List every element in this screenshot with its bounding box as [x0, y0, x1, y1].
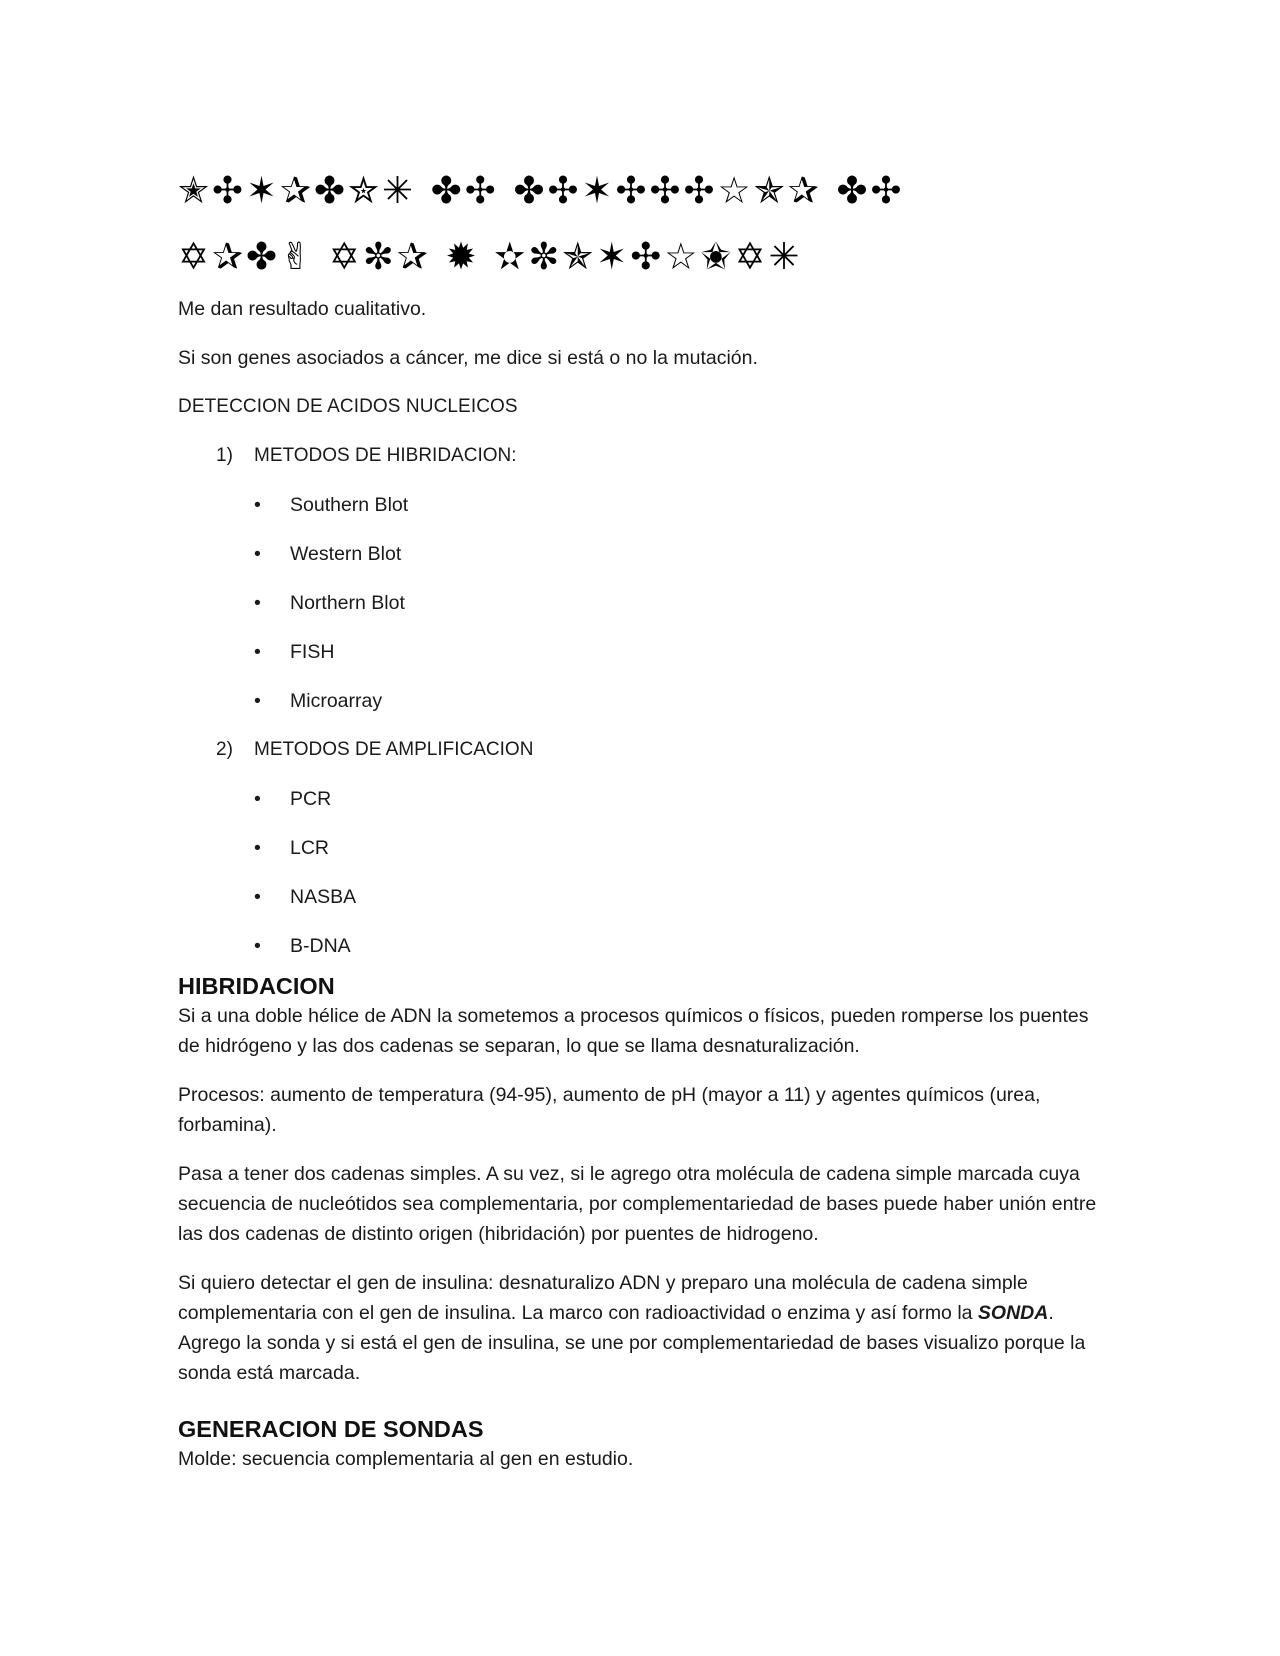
intro-paragraph-2: Si son genes asociados a cáncer, me dice si está o no la mutación. — [178, 347, 758, 369]
heading-generacion-de-sondas: GENERACION DE SONDAS — [178, 1416, 484, 1442]
bullet-icon: • — [254, 886, 261, 908]
dingbat-title-line-2: ✡✰✤✌ ✡✼✰ ✹ ✫✼✯✶✣☆✬✡✳ — [178, 235, 803, 278]
numbered-item-2-label: METODOS DE AMPLIFICACION — [254, 739, 534, 760]
list-item-text: Southern Blot — [290, 494, 409, 516]
numbered-item-2 — [178, 735, 1098, 765]
list-item-text: Microarray — [290, 690, 383, 712]
list-item-text: LCR — [290, 837, 330, 859]
hibridacion-paragraph-3: Pasa a tener dos cadenas simples. A su vez, si le agrego otra molécula de cadena simple marcada cuya secuencia de nucleótidos sea complementaria, por complementariedad de bases puede haber unión entre las dos cadenas de distinto origen (hibridación) por puentes de hidrogeno. — [178, 1163, 1097, 1245]
hibridacion-paragraph-1: Si a una doble hélice de ADN la sometemos a procesos químicos o físicos, pueden romperse los puentes de hidrógeno y las dos cadenas se separan, lo que se llama desnaturalización. — [178, 1005, 1089, 1057]
numbered-item-2-number: 2) — [216, 739, 233, 760]
list-item — [178, 637, 1098, 667]
bullet-icon: • — [254, 690, 261, 712]
list-item — [178, 539, 1098, 569]
numbered-item-1 — [178, 441, 1098, 471]
bullet-icon: • — [254, 641, 261, 663]
bullet-icon: • — [254, 543, 261, 565]
section-label-deteccion: DETECCION DE ACIDOS NUCLEICOS — [178, 396, 518, 417]
list-item-text: Western Blot — [290, 543, 402, 565]
dingbat-title-line-1: ✭✣✶✰✤✮✳ ✤✣ ✤✣✶✣✣✣☆✯✰ ✤✣ — [178, 169, 905, 212]
list-item-text: PCR — [290, 788, 332, 810]
list-item-text: FISH — [290, 641, 335, 663]
list-item-text: B-DNA — [290, 935, 351, 957]
heading-hibridacion: HIBRIDACION — [178, 973, 335, 999]
bullet-icon: • — [254, 592, 261, 614]
hibridacion-paragraph-2: Procesos: aumento de temperatura (94-95), aumento de pH (mayor a 11) y agentes químicos (urea, forbamina). — [178, 1084, 1041, 1136]
list-item — [178, 588, 1098, 618]
list-item-text: NASBA — [290, 886, 357, 908]
bullet-icon: • — [254, 837, 261, 859]
list-item — [178, 833, 1098, 863]
list-item-text: Northern Blot — [290, 592, 405, 614]
list-item — [178, 931, 1098, 961]
bullet-icon: • — [254, 935, 261, 957]
list-item — [178, 686, 1098, 716]
hibridacion-paragraph-4 — [178, 1268, 1098, 1388]
list-item — [178, 784, 1098, 814]
sondas-paragraph-1: Molde: secuencia complementaria al gen en estudio. — [178, 1448, 634, 1470]
list-item — [178, 882, 1098, 912]
numbered-item-1-number: 1) — [216, 445, 233, 466]
list-item — [178, 490, 1098, 520]
numbered-item-1-label: METODOS DE HIBRIDACION: — [254, 445, 517, 466]
sonda-emphasis: SONDA — [977, 1302, 1049, 1324]
hibridacion-paragraph-4-start: Si quiero detectar el gen de insulina: desnaturalizo ADN y preparo una molécula de cadena simple complementaria con el gen de insulina. La marco con radioactividad o enzima y así formo la — [178, 1272, 1028, 1324]
intro-paragraph-1: Me dan resultado cualitativo. — [178, 298, 427, 320]
bullet-icon: • — [254, 788, 261, 810]
document-content — [178, 158, 1098, 1493]
hibridacion-paragraph-4-end: . Agrego la sonda y si está el gen de insulina, se une por complementariedad de bases visualizo porque la sonda está marcada. — [178, 1302, 1086, 1384]
bullet-icon: • — [254, 494, 261, 516]
